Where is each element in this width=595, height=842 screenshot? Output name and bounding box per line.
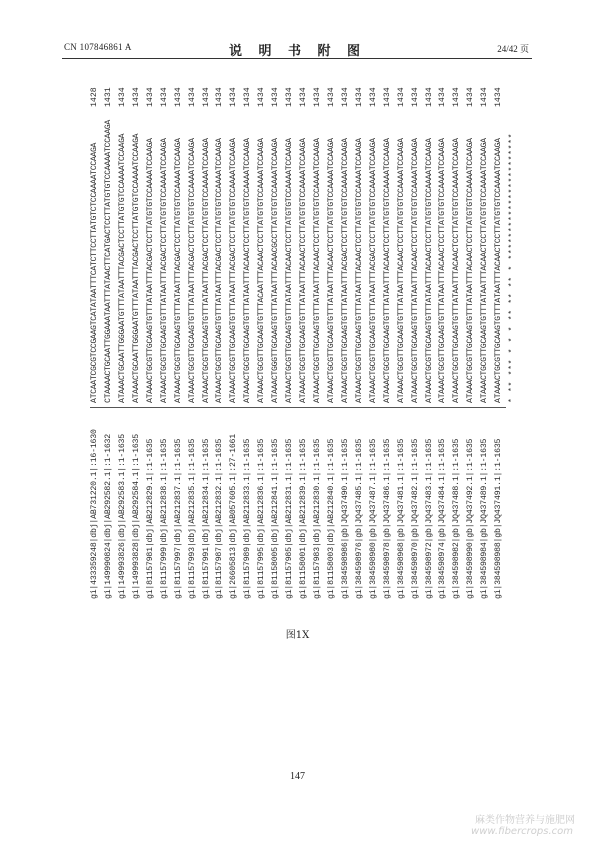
- accession-label: gi|81157997|dbj|AB212837.1|:1-1635: [173, 438, 183, 599]
- alignment-row: [102, 78, 116, 603]
- position-number: 1434: [480, 87, 490, 107]
- accession-label: gi|81158003|dbj|AB212840.1|:1-1635: [326, 438, 336, 599]
- accession-label: gi|384598976|gb|JQ437485.1|:1-1635: [354, 438, 364, 599]
- alignment-row: [200, 78, 214, 603]
- accession-label: gi|384598982|gb|JQ437488.1|:1-1635: [452, 438, 462, 599]
- position-number: 1434: [326, 87, 336, 107]
- position-number: 1434: [494, 87, 504, 107]
- position-number: 1434: [271, 87, 281, 107]
- accession-label: gi|149990824|dbj|AB292582.1|:1-1632: [103, 434, 113, 599]
- sequence-text: ATAAACTGCGTTGCAAGTGTTTATAATTTACAACTCCTTATGTGTCCAAAATCCAAGA: [382, 138, 392, 403]
- position-number: 1434: [466, 87, 476, 107]
- accession-label: gi|384598988|gb|JQ437491.1|:1-1635: [494, 438, 504, 599]
- sequence-text: ATAAACTGCGTTGCAAGTGTTTATAATTTACAACTCCTTATGTGTCCAAAATCCAAGA: [396, 138, 406, 403]
- position-number: 1431: [103, 87, 113, 107]
- alignment-row: [381, 78, 395, 603]
- alignment-row: [325, 78, 339, 603]
- sequence-text: ATAAACTGCGTTGCAAGTGTTTATAATTTACAACTCCTTATGTGTCCAAAATCCAAGA: [438, 138, 448, 403]
- consensus-row: [506, 78, 520, 603]
- alignment-row: [213, 78, 227, 603]
- sequence-text: ATAAACTGCGTTGCAAGTGTTTATAATTTACAACTCCTTATGTGTCCAAAATCCAAGA: [424, 138, 434, 403]
- accession-label: gi|81158005|dbj|AB212841.1|:1-1635: [271, 438, 281, 599]
- accession-label: gi|384598978|gb|JQ437486.1|:1-1635: [382, 438, 392, 599]
- position-number: 1434: [131, 87, 141, 107]
- accession-label: gi|433359248|dbj|AB731220.1|:16-1630: [90, 429, 99, 599]
- position-number: 1434: [438, 87, 448, 107]
- sequence-text: ATAAACTGCGTTGCAAGTGTTTATAATTTACGACTCCTTATGTGTCCAAAATCCAAGA: [187, 138, 197, 403]
- accession-label: gi|81157981|dbj|AB212829.1|:1-1635: [145, 438, 155, 599]
- accession-label: gi|149993826|dbj|AB292583.1|:1-1635: [117, 434, 127, 599]
- position-number: 1434: [159, 87, 169, 107]
- alignment-row: [269, 78, 283, 603]
- header-divider: [62, 58, 532, 59]
- sequence-text: CTAAAACTGCAATTGGAAATAATTTATAACTTCATGACTCCTTATGTGTCCAAAATCCAAGA: [103, 120, 113, 403]
- alignment-row: [353, 78, 367, 603]
- watermark-url: www.fibercrops.com: [471, 826, 573, 837]
- accession-label: gi|384598974|gb|JQ437484.1|:1-1635: [438, 438, 448, 599]
- sequence-text: ATAAACTGCGTTGCAAGTGTTTATAATTTACGACTCCTTATGTGTCCAAAATCCAAGA: [159, 138, 169, 403]
- sequence-text: ATAAACTGCGTTGCAAGTGTTTATAATTTACAACTCCTTATGTGTCCAAAATCCAAGA: [285, 138, 295, 403]
- position-number: 1434: [313, 87, 322, 107]
- alignment-row: [436, 78, 450, 603]
- sequence-text: ATAAACTGCGTTGCAAGTGTTTATAATTTACAACTCCTTATGTGTCCAAAATCCAAGA: [354, 138, 364, 403]
- sequence-text: ATAAACTGCGTTGCAAGTGTTTATAATTTACAACTCCTTATGTGTCCAAAATCCAAGA: [480, 138, 490, 403]
- alignment-row: [409, 78, 423, 603]
- alignment-row: [255, 78, 269, 603]
- position-number: 1434: [201, 87, 211, 107]
- position-number: 1434: [243, 87, 253, 107]
- sequence-text: ATAAACTGCGTTGCAAGTGTTTACAATTTACAACTCCTTATGTGTCCAAAATCCAAGA: [257, 138, 267, 403]
- accession-label: gi|81157991|dbj|AB212834.1|:1-1635: [201, 438, 211, 599]
- alignment-row: [478, 78, 492, 603]
- sequence-text: ATAAACTGGGTTGCAAGTGTTTATAATTTACAACGCCTTATGTGTCCAAAATCCAAGA: [271, 138, 281, 403]
- position-number: 1434: [215, 87, 225, 107]
- sequence-text: ATAAACTGCGTTGCAAGTGTTTATAATTTACGACTCCTTATGTGTCCAAAATCCAAGA: [145, 138, 155, 403]
- position-number: 1434: [354, 87, 364, 107]
- accession-label: gi|149993828|dbj|AB292584.1|:1-1635: [131, 434, 141, 599]
- alignment-row: [492, 78, 506, 603]
- accession-label: gi|81157995|dbj|AB212836.1|:1-1635: [257, 438, 267, 599]
- accession-label: gi|81157993|dbj|AB212835.1|:1-1635: [187, 438, 197, 599]
- accession-label: gi|384598986|gb|JQ437490.1|:1-1635: [340, 438, 350, 599]
- position-number: 1434: [396, 87, 406, 107]
- alignment-row: [464, 78, 478, 603]
- accession-label: gi|81157985|dbj|AB212831.1|:1-1635: [285, 438, 295, 599]
- alignment-row: [186, 78, 200, 603]
- alignment-row: [339, 78, 353, 603]
- alignment-row: [423, 78, 437, 603]
- alignment-row: [297, 78, 311, 603]
- position-number: 1434: [340, 87, 350, 107]
- alignment-row: [395, 78, 409, 603]
- position-number: 1434: [299, 87, 309, 107]
- sequence-text: ATAAACTGCAATTGGGAATGTTTATAATTTACGACTCCTTATGTGTCCAAAATCCAAGA: [131, 133, 141, 403]
- position-number: 1434: [257, 87, 267, 107]
- alignment-row: [158, 78, 172, 603]
- position-number: 1434: [145, 87, 155, 107]
- alignment-row: [88, 78, 102, 603]
- alignment-row: [172, 78, 186, 603]
- sequence-text: ATAAACTGCGTTGCAAGTGTTTATAATTTACAACTCCTTATGTGTCCAAAATCCAAGA: [494, 138, 504, 403]
- accession-label: gi|81157987|dbj|AB212832.1|:1-1635: [215, 438, 225, 599]
- sequence-text: ATAAACTGCGTTGCAAGTGTTTATAATTTACAACTCCTTATGTGTCCAAAATCCAAGA: [326, 138, 336, 403]
- position-number: 1434: [117, 87, 127, 107]
- sequence-text: ATAAACTGCGTTGCAAGTGTTTATAATTTACAACTCCTTATGTGTCCAAAATCCAAGA: [313, 138, 322, 403]
- position-number: 1434: [173, 87, 183, 107]
- sequence-text: ATAAACTGCGTTGCAAGTGTTTATAATTTACAACTCCTTATGTGTCCAAAATCCAAGA: [452, 138, 462, 403]
- figure-caption: 图1X: [285, 630, 310, 641]
- sequence-text: ATAAACTGCGTTGCAAGTGTTTATAATTTACGACTCCTTATGTGTCCAAAATCCAAGA: [340, 138, 350, 403]
- accession-label: gi|81157999|dbj|AB212838.1|:1-1635: [159, 438, 169, 599]
- page-counter: 24/42 页: [497, 44, 529, 54]
- accession-label: gi|26605813|dbj|AB057605.1|:27-1661: [229, 434, 239, 599]
- accession-label: gi|384598970|gb|JQ437482.1|:1-1635: [410, 438, 420, 599]
- accession-label: gi|384598984|gb|JQ437489.1|:1-1635: [480, 438, 490, 599]
- accession-label: gi|81158001|dbj|AB212839.1|:1-1635: [299, 438, 309, 599]
- position-number: 1434: [410, 87, 420, 107]
- position-number: 1434: [187, 87, 197, 107]
- sequence-text: ATAAACTGCAATTGGGAATGTTTATAATTTACGACTCCTTATGTGTCCAAAATCCAAGA: [117, 133, 127, 403]
- position-number: 1434: [368, 87, 378, 107]
- patent-number: CN 107846861 A: [64, 42, 132, 52]
- alignment-row: [130, 78, 144, 603]
- sequence-text: ATAAACTGCGTTGCAAGTGTTTATAATTTACAACTCCTTATGTGTCCAAAATCCAAGA: [243, 138, 253, 403]
- alignment-row: [450, 78, 464, 603]
- sequence-text: ATCAATCGCGTCCGAAGTCATATAATTTCATCTTCCTTATGTCTCCAAAATCCAAGA: [90, 142, 99, 403]
- sequence-text: ATAAACTGCGTTGCAAGTGTTTATAATTTACGACTCCTTATGTGTCCAAAATCCAAGA: [368, 138, 378, 403]
- sequence-text: ATAAACTGCGTTGCAAGTGTTTATAATTTACGACTCCTTATGTGTCCAAAATCCAAGA: [215, 138, 225, 403]
- sequence-text: ATAAACTGCGTTGCAAGTGTTTATAATTTACAACTCCTTATGTGTCCAAAATCCAAGA: [466, 138, 476, 403]
- accession-label: gi|384598972|gb|JQ437483.1|:1-1635: [424, 438, 434, 599]
- sequence-text: ATAAACTGCGTTGCAAGTGTTTATAATTTACAACTCCTTATGTGTCCAAAATCCAAGA: [299, 138, 309, 403]
- page-number: 147: [290, 771, 305, 782]
- accession-label: gi|384598990|gb|JQ437492.1|:1-1635: [466, 438, 476, 599]
- alignment-row: [116, 78, 130, 603]
- position-number: 1434: [424, 87, 434, 107]
- header-title: 说 明 书 附 图: [228, 44, 367, 59]
- position-number: 1434: [382, 87, 392, 107]
- alignment-row: [311, 78, 325, 603]
- alignment-rotated-frame: [88, 78, 518, 603]
- alignment-row: [227, 78, 241, 603]
- sequence-text: ATAAACTGCGTTGCAAGTGTTTATAATTTACGACTCCTTATGTGTCCAAAATCCAAGA: [201, 138, 211, 403]
- accession-label: gi|384598980|gb|JQ437487.1|:1-1635: [368, 438, 378, 599]
- alignment-figure: [88, 78, 518, 603]
- accession-label: gi|384598968|gb|JQ437481.1|:1-1635: [396, 438, 406, 599]
- page-header: [0, 40, 595, 60]
- sequence-text: ATAAACTGCGTTGCAAGTGTTTATAATTTACAACTCCTTATGTGTCCAAAATCCAAGA: [410, 138, 420, 403]
- position-number: 1434: [285, 87, 295, 107]
- alignment-row: [241, 78, 255, 603]
- alignment-row: [144, 78, 158, 603]
- sequence-text: ATAAACTGCGTTGCAAGTGTTTATAATTTACGACTCCTTATGTGTCCAAAATCCAAGA: [229, 138, 239, 403]
- position-number: 1428: [90, 87, 99, 107]
- watermark-text: 麻类作物营养与施肥网: [475, 815, 575, 826]
- alignment-rows: [88, 78, 520, 603]
- position-number: 1434: [229, 87, 239, 107]
- position-number: 1434: [452, 87, 462, 107]
- consensus-marks: * ** *** * * * ** ** ** * ***********************: [508, 132, 518, 403]
- alignment-row: [367, 78, 381, 603]
- alignment-row: [283, 78, 297, 603]
- accession-label: gi|81157989|dbj|AB212833.1|:1-1635: [243, 438, 253, 599]
- accession-label: gi|81157983|dbj|AB212830.1|:1-1635: [313, 438, 322, 599]
- sequence-text: ATAAACTGCGTTGCAAGTGTTTATAATTTACGACTCCTTATGTGTCCAAAATCCAAGA: [173, 138, 183, 403]
